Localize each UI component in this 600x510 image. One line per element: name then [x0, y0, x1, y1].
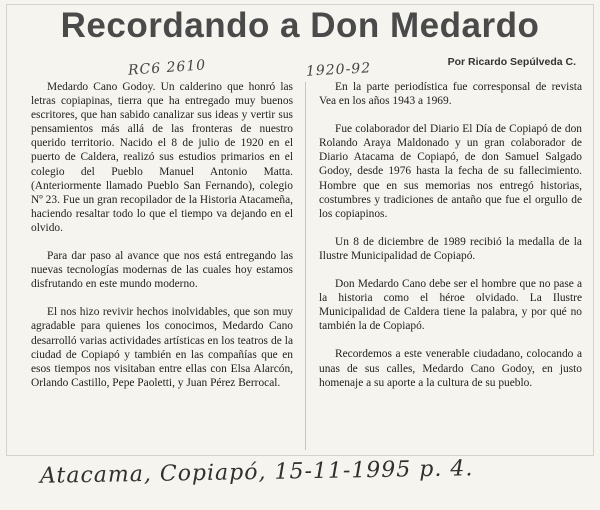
handwritten-source-note: Atacama, Copiapó, 15-11-1995 p. 4.: [39, 456, 474, 489]
paragraph: Fue colaborador del Diario El Día de Copiapó de don Rolando Araya Maldonado y un gran colaborador de Diario Atacama de Copiapó, de don Samuel Salgado Godoy, desde 1976 hasta la fecha de su fallecimiento. Hombre que en sus memorias nos entregó historias, costumbres y tradiciones de antaño que fue el orgullo de los copiapinos.: [319, 123, 582, 220]
handwritten-catalog-code: RC6 2610: [127, 57, 207, 79]
paragraph: Don Medardo Cano debe ser el hombre que no pase a la historia como el héroe olvidado. La Ilustre Municipalidad de Caldera tiene la palabra, y por qué no también la de Copiapó.: [319, 278, 582, 333]
column-divider: [305, 82, 306, 450]
paragraph: Recordemos a este venerable ciudadano, colocando a unas de sus calles, Medardo Cano Godoy, en justo homenaje a su aporte a la cultura de su pueblo.: [319, 348, 582, 389]
article-title: Recordando a Don Medardo: [60, 6, 540, 45]
paragraph: Medardo Cano Godoy. Un calderino que honró las letras copiapinas, tierra que ha entregado muy buenos escritores, que han sabido canalizar sus ideas y vertir sus pensamientos más allá de las fronteras de nuestro querido territorio. Nacido el 8 de julio de 1920 en el puerto de Caldera, realizó sus estudios primarios en el colegio del Pueblo Manuel Antonio Matta. (Anteriormente llamado Pueblo San Fernando), colegio Nº 23. Fue un gran recopilador de la Historia Atacameña, haciendo resaltar todo lo que el tiempo va dejando en el olvido.: [31, 81, 293, 234]
article-column-left: [31, 80, 293, 404]
paragraph: Un 8 de diciembre de 1989 recibió la medalla de la Ilustre Municipalidad de Copiapó.: [319, 235, 582, 262]
article-column-right: [319, 80, 582, 404]
paragraph: El nos hizo revivir hechos inolvidables, que son muy agradable para quienes los conocimos, Medardo Cano desarrolló varias actividades artísticas en los teatros de la ciudad de Copiapó y también en las compañías que en esos tiempos nos visitaban entre ellas con Elsa Alarcón, Orlando Castillo, Pepe Paoletti, y Juan Pérez Berrocal.: [31, 306, 293, 389]
paragraph: En la parte periodística fue corresponsal de revista Vea en los años 1943 a 1969.: [319, 81, 582, 108]
article-author: Por Ricardo Sepúlveda C.: [447, 56, 576, 68]
paragraph: Para dar paso al avance que nos está entregando las nuevas tecnologías modernas de las cuales hoy estamos disfrutando en este mundo moderno.: [31, 250, 293, 291]
handwritten-years: 1920-92: [305, 60, 372, 80]
